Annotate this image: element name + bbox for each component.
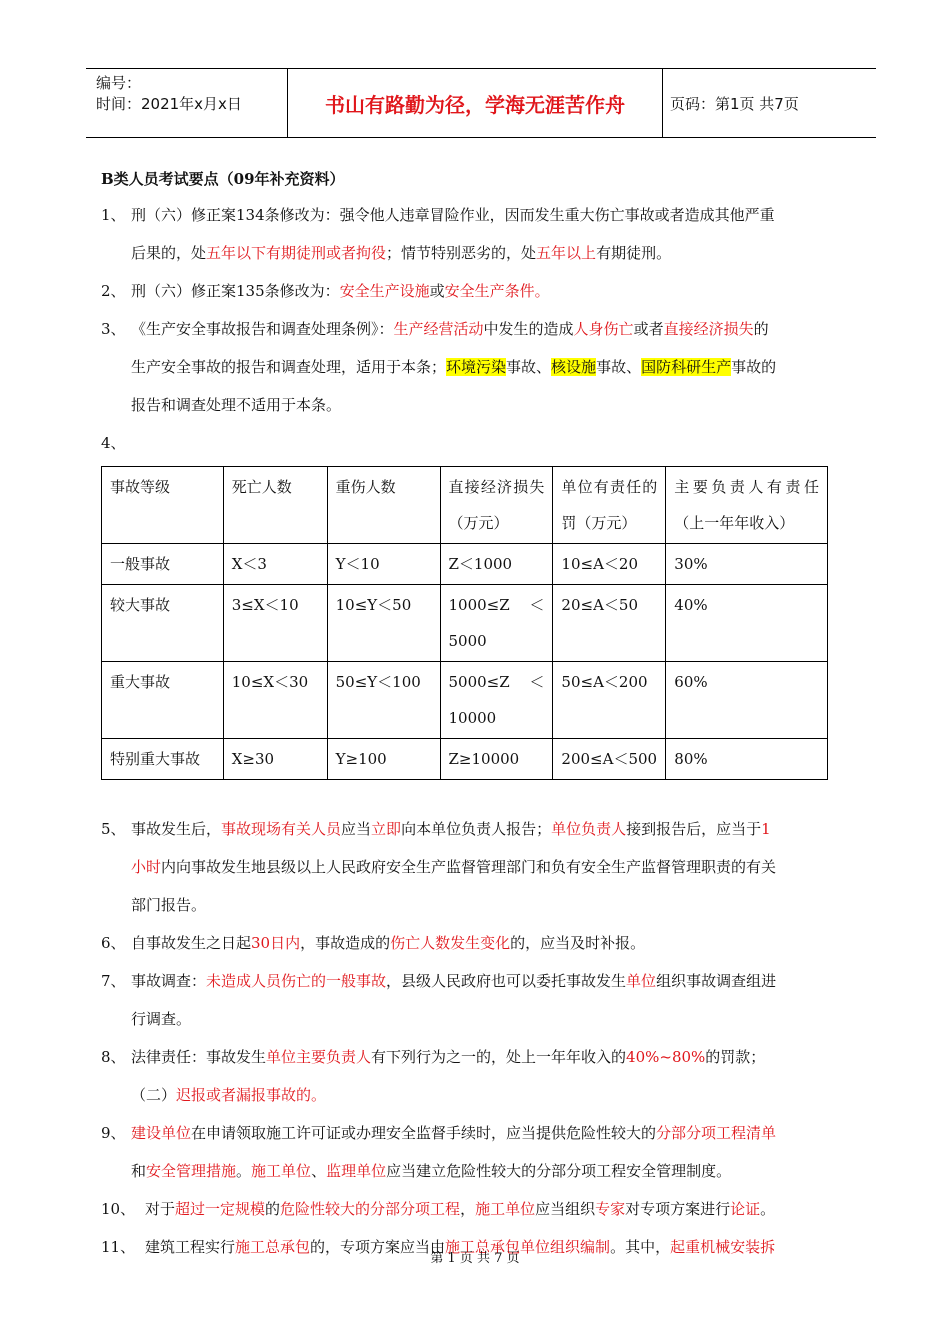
list-item-1: 1、 刑（六）修正案134条修改为：强令他人违章冒险作业，因而发生重大伤亡事故或者造成其他严重 — [101, 206, 775, 224]
list-item-7: 7、 事故调查：未造成人员伤亡的一般事故，县级人民政府也可以委托事故发生单位组织事故调查组进 — [101, 972, 777, 990]
table-header-cell: 单位有责任的罚（万元） — [553, 467, 666, 544]
list-item-2: 2、 刑（六）修正案135条修改为：安全生产设施或安全生产条件。 — [101, 282, 550, 300]
table-cell: 20≤A＜50 — [553, 585, 666, 662]
header-number-label: 编号： — [96, 74, 142, 92]
table-cell: 重大事故 — [102, 662, 224, 739]
header-motto: 书山有路勤为径，学海无涯苦作舟 — [287, 69, 663, 137]
table-cell: 较大事故 — [102, 585, 224, 662]
list-item-11: 11、 建筑工程实行施工总承包的，专项方案应当由施工总承包单位组织编制。其中，起重机械安装拆 — [101, 1238, 776, 1256]
table-cell: 10≤A＜20 — [553, 544, 666, 585]
table-cell: 1000≤Z ＜ 5000 — [440, 585, 553, 662]
table-cell: 3≤X＜10 — [223, 585, 327, 662]
table-cell: Y＜10 — [327, 544, 440, 585]
table-cell: 5000≤Z ＜ 10000 — [440, 662, 553, 739]
table-cell: 特别重大事故 — [102, 739, 224, 780]
table-header-cell: 主要负责人有责任（上一年年收入） — [666, 467, 828, 544]
list-item-3-cont2: 报告和调查处理不适用于本条。 — [131, 396, 342, 414]
table-cell: X≥30 — [223, 739, 327, 780]
table-header-cell: 事故等级 — [102, 467, 224, 544]
accident-grade-table — [101, 466, 828, 780]
table-cell: Z≥10000 — [440, 739, 553, 780]
table-row — [102, 544, 828, 585]
header-page-info: 页码：第1页 共7页 — [670, 94, 799, 113]
list-item-9: 9、 建设单位在申请领取施工许可证或办理安全监督手续时，应当提供危险性较大的分部分项工程清单 — [101, 1124, 777, 1142]
list-item-6: 6、 自事故发生之日起30日内，事故造成的伤亡人数发生变化的，应当及时补报。 — [101, 934, 646, 952]
table-cell: 50≤A＜200 — [553, 662, 666, 739]
table-cell: X＜3 — [223, 544, 327, 585]
header-time-label: 时间：2021年x月x日 — [96, 95, 242, 113]
table-header-row — [102, 467, 828, 544]
table-cell: Y≥100 — [327, 739, 440, 780]
list-item-7-cont: 行调查。 — [131, 1010, 192, 1028]
page-footer: 第 1 页 共 7 页 — [430, 1251, 520, 1266]
list-item-3: 3、 《生产安全事故报告和调查处理条例》：生产经营活动中发生的造成人身伤亡或者直接经济损失的 — [101, 320, 769, 338]
table-header-cell: 直接经济损失（万元） — [440, 467, 553, 544]
list-item-5-cont2: 部门报告。 — [131, 896, 207, 914]
table-row — [102, 585, 828, 662]
table-cell: 50≤Y＜100 — [327, 662, 440, 739]
table-cell: 10≤Y＜50 — [327, 585, 440, 662]
table-cell: 一般事故 — [102, 544, 224, 585]
table-cell: 80% — [666, 739, 828, 780]
table-header-cell: 死亡人数 — [223, 467, 327, 544]
list-item-5-cont: 小时内向事故发生地县级以上人民政府安全生产监督管理部门和负有安全生产监督管理职责的有关 — [131, 858, 777, 876]
list-item-8: 8、 法律责任：事故发生单位主要负责人有下列行为之一的，处上一年年收入的40%~80%的罚款； — [101, 1048, 766, 1066]
table-cell: 30% — [666, 544, 828, 585]
list-item-4: 4、 — [101, 434, 126, 452]
table-row — [102, 662, 828, 739]
list-item-3-cont: 生产安全事故的报告和调查处理，适用于本条；环境污染事故、核设施事故、国防科研生产事故的 — [131, 358, 777, 376]
table-cell: 10≤X＜30 — [223, 662, 327, 739]
table-cell: 40% — [666, 585, 828, 662]
document-body — [101, 168, 861, 1266]
table-header-cell: 重伤人数 — [327, 467, 440, 544]
list-item-8-cont: （二）迟报或者漏报事故的。 — [131, 1086, 327, 1104]
table-cell: Z＜1000 — [440, 544, 553, 585]
header-meta — [96, 73, 242, 115]
list-item-9-cont: 和安全管理措施。施工单位、监理单位应当建立危险性较大的分部分项工程安全管理制度。 — [131, 1162, 732, 1180]
table-row — [102, 739, 828, 780]
list-item-10: 10、 对于超过一定规模的危险性较大的分部分项工程，施工单位应当组织专家对专项方案进行论证。 — [101, 1200, 776, 1218]
list-item-1-cont: 后果的，处五年以下有期徒刑或者拘役；情节特别恶劣的，处五年以上有期徒刑。 — [131, 244, 672, 262]
table-cell: 200≤A＜500 — [553, 739, 666, 780]
table-cell: 60% — [666, 662, 828, 739]
list-item-5: 5、 事故发生后，事故现场有关人员应当立即向本单位负责人报告；单位负责人接到报告后，应当于1 — [101, 820, 771, 838]
document-title: B类人员考试要点（09年补充资料） — [101, 170, 345, 188]
page-header — [86, 68, 876, 138]
